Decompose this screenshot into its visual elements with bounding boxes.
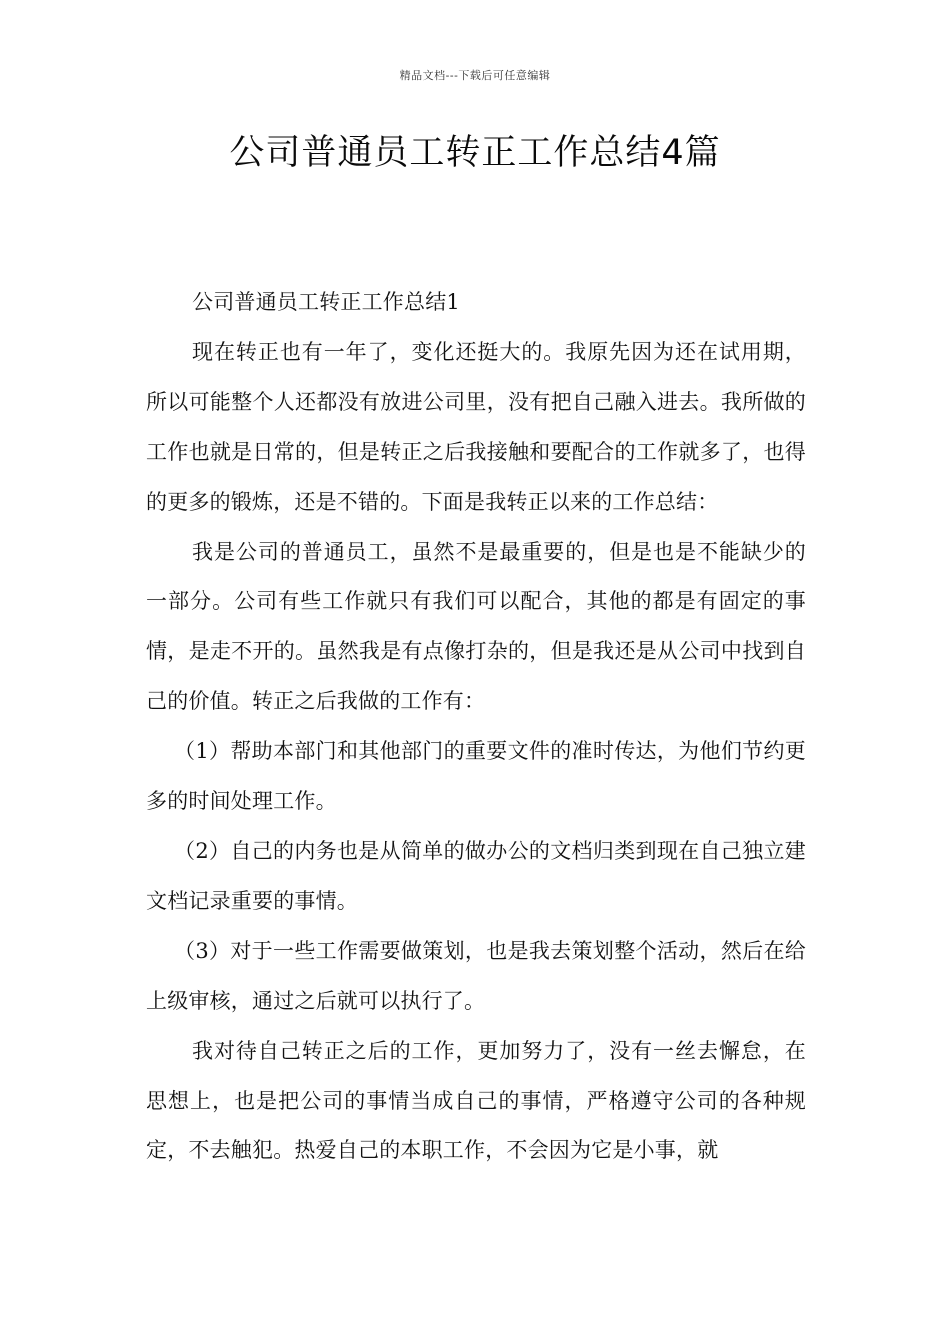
- document-title: 公司普通员工转正工作总结4篇: [229, 133, 721, 173]
- document-body: [146, 278, 806, 1176]
- list-item-3: （3）对于一些工作需要做策划，也是我去策划整个活动，然后在给上级审核，通过之后就可以执行了。: [146, 938, 806, 1013]
- paragraph-3: 我对待自己转正之后的工作，更加努力了，没有一丝去懈怠，在思想上，也是把公司的事情当成自己的事情，严格遵守公司的各种规定，不去触犯。热爱自己的本职工作，不会因为它是小事，就: [146, 1038, 806, 1163]
- paragraph-1: 现在转正也有一年了，变化还挺大的。我原先因为还在试用期，所以可能整个人还都没有放进公司里，没有把自己融入进去。我所做的工作也就是日常的，但是转正之后我接触和要配合的工作就多了，也得的更多的锻炼，还是不错的。下面是我转正以来的工作总结：: [146, 339, 806, 514]
- paragraph-2: 我是公司的普通员工，虽然不是最重要的，但是也是不能缺少的一部分。公司有些工作就只有我们可以配合，其他的都是有固定的事情，是走不开的。虽然我是有点像打杂的，但是我还是从公司中找到自己的价值。转正之后我做的工作有：: [146, 539, 806, 714]
- section-heading: 公司普通员工转正工作总结1: [192, 290, 460, 314]
- header-note: 精品文档---下载后可任意编辑: [399, 69, 551, 82]
- list-item-1: （1）帮助本部门和其他部门的重要文件的准时传达，为他们节约更多的时间处理工作。: [146, 739, 806, 814]
- list-item-2: （2）自己的内务也是从简单的做办公的文档归类到现在自己独立建文档记录重要的事情。: [146, 838, 806, 913]
